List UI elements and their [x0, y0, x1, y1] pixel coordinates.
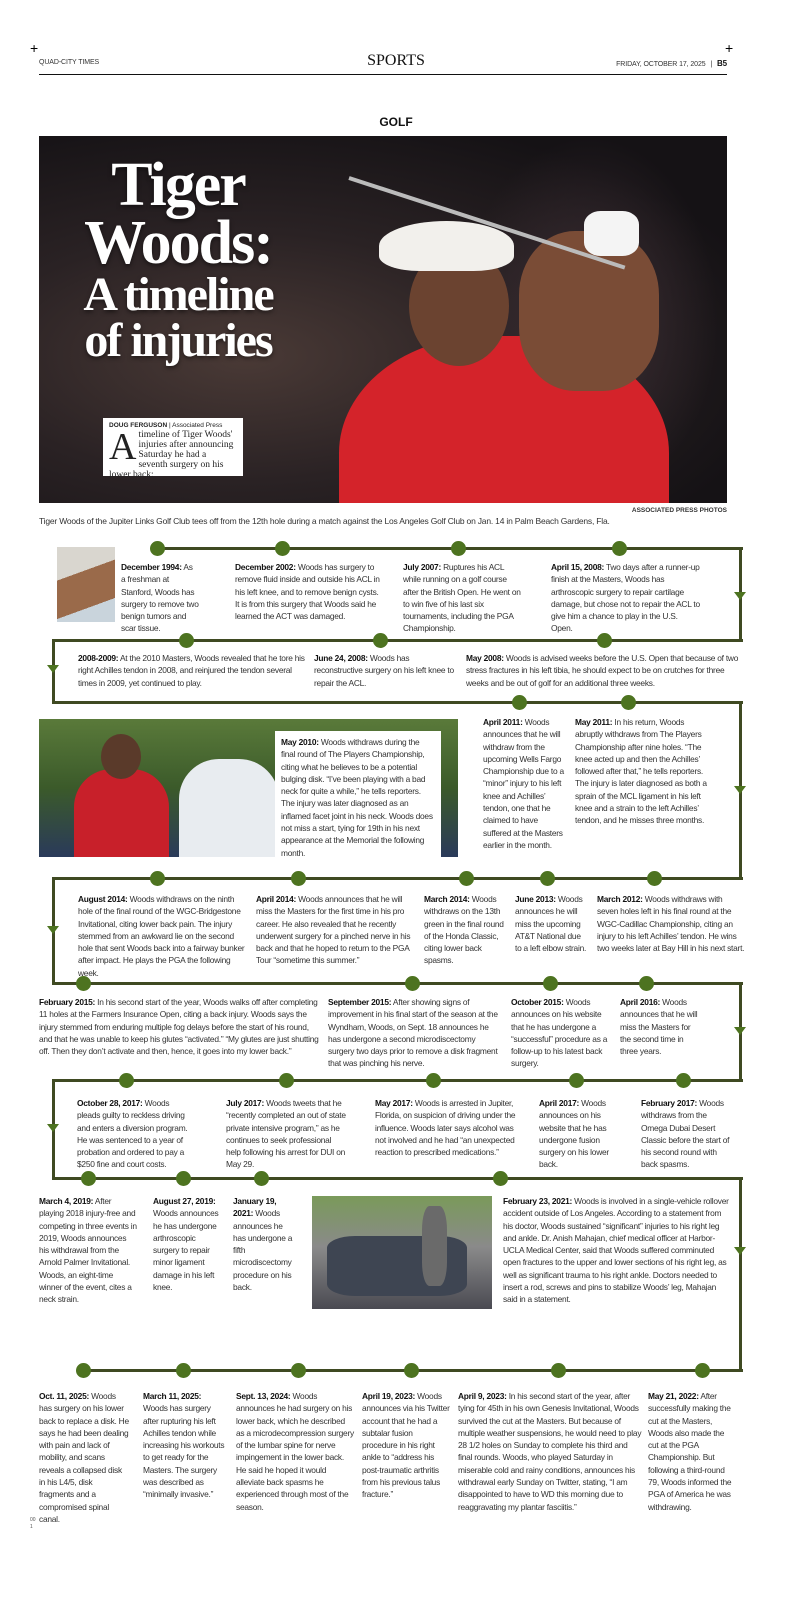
timeline-dot	[150, 541, 165, 556]
folio-line: 00	[30, 1517, 36, 1523]
timeline-event	[466, 652, 748, 689]
event-text: As a freshman at Stanford, Woods has surgery to remove two benign tumors and scar tissue.	[121, 562, 199, 634]
timeline-event	[233, 1195, 297, 1293]
timeline-dot	[459, 871, 474, 886]
event-text: Woods announces that he will withdraw from the upcoming Wells Fargo Championship due to a “minor” injury to his left knee and Achilles’ tendon, one that he claimed to have suffered at the Masters earlier in the month.	[483, 717, 564, 850]
timeline-line	[53, 701, 743, 704]
headline-line: Tiger	[111, 151, 245, 219]
event-text: Woods announces on his website that he has undergone a “successful” procedure as a follow-up to his latest back surgery.	[511, 997, 608, 1069]
timeline-event	[597, 893, 745, 954]
registration-mark: +	[725, 40, 734, 56]
event-text: Woods withdraws with seven holes left in his final round at the WGC-Cadillac Championship, citing an injury to his left Achilles’ tendon. He wins two weeks later at Bay Hill in his next start.	[597, 894, 745, 954]
event-text: Woods is advised weeks before the U.S. Open that because of two stress fractures in his left tibia, he should expect to be on crutches for three weeks and be out of golf for an additional three weeks.	[466, 653, 739, 688]
intro-box	[103, 418, 243, 480]
event-text: Woods withdraws on the 13th green in the final round of the Honda Classic, citing lower back spasms.	[424, 894, 504, 966]
page-number: B5	[716, 59, 727, 68]
timeline-dot	[512, 695, 527, 710]
byline: DOUG FERGUSON	[109, 422, 168, 429]
event-date: March 4, 2019:	[39, 1196, 94, 1206]
timeline-dot	[676, 1073, 691, 1088]
timeline-line	[53, 1177, 743, 1180]
timeline-event	[235, 561, 380, 622]
timeline-event	[503, 1195, 731, 1306]
event-text: Woods announces he has undergone a fifth microdiscectomy procedure on his back.	[233, 1208, 293, 1293]
timeline-event	[39, 996, 321, 1057]
timeline-event	[78, 893, 246, 979]
timeline-dot	[695, 1363, 710, 1378]
timeline-dot	[275, 541, 290, 556]
timeline-dot	[81, 1171, 96, 1186]
arrow-down-icon	[734, 1247, 746, 1255]
date: FRIDAY, OCTOBER 17, 2025	[616, 61, 706, 68]
timeline-event	[620, 996, 698, 1057]
agency: | Associated Press	[168, 422, 223, 429]
event-date: April 2014:	[256, 894, 297, 904]
timeline-event	[403, 561, 521, 635]
event-text: Two days after a runner-up finish at the Masters, Woods has arthroscopic surgery to repair cartilage damage, but chose not to repair the ACL to give him a chance to play in the U.S. Open.	[551, 562, 700, 634]
timeline-dot	[621, 695, 636, 710]
event-text: Woods announces he has undergone arthroscopic surgery to repair minor ligament damage in his left knee.	[153, 1208, 219, 1293]
event-date: 2008-2009:	[78, 653, 119, 663]
event-date: July 2007:	[403, 562, 442, 572]
timeline-line	[739, 1177, 742, 1372]
event-date: April 2011:	[483, 717, 523, 727]
timeline-event	[575, 716, 707, 827]
timeline-dot	[279, 1073, 294, 1088]
drop-cap: A	[109, 426, 137, 468]
event-text: After showing signs of improvement in his final start of the season at the Wyndham, Woods, on Sept. 18 announces he has undergone a second microdiscectomy surgery two days prior to remove a disk fragment that was pinching his nerve.	[328, 997, 498, 1069]
arrow-down-icon	[734, 786, 746, 794]
timeline-dot	[176, 1363, 191, 1378]
event-text: Woods has reconstructive surgery on his left knee to repair the ACL.	[314, 653, 454, 688]
event-date: May 2010:	[281, 737, 319, 747]
event-date: September 2015:	[328, 997, 392, 1007]
timeline-event	[551, 561, 701, 635]
timeline-event	[226, 1097, 348, 1171]
event-text: Woods announces that he will miss the Masters for the second time in three years.	[620, 997, 698, 1057]
event-date: February 2017:	[641, 1098, 698, 1108]
event-text: Woods withdraws from the Omega Dubai Desert Classic before the start of his second round with back spasms.	[641, 1098, 730, 1170]
event-date: March 2012:	[597, 894, 643, 904]
photo-credit: ASSOCIATED PRESS PHOTOS	[631, 507, 727, 514]
event-text: Woods is involved in a single-vehicle rollover accident outside of Los Angeles. According to a statement from his doctor, Woods sustained “significant” injuries to his right leg and ankle. Dr. Anish Mahajan, chief medical officer at Harbor-UCLA Medical Center, said that Woods suffered comminuted open fractures to the upper and lower sections of his right leg, as well as significant trauma to his right ankle. Doctors needed to insert a rod, screws and pins to stabilize Woods’ leg, Mahajan said in a statement.	[503, 1196, 729, 1305]
event-date: February 2015:	[39, 997, 96, 1007]
timeline-event	[483, 716, 567, 851]
event-date: April 19, 2023:	[362, 1391, 416, 1401]
event-date: May 2011:	[575, 717, 613, 727]
timeline-dot	[291, 1363, 306, 1378]
divider: |	[710, 61, 713, 68]
timeline-dot	[569, 1073, 584, 1088]
timeline-line	[53, 1079, 743, 1082]
timeline-event	[314, 652, 454, 689]
event-text: Woods is arrested in Jupiter, Florida, on suspicion of driving under the influence. Woods later says alcohol was not involved and he had “an unexpected reaction to prescribed medications.”	[375, 1098, 516, 1158]
headline	[53, 151, 303, 367]
timeline-dot	[639, 976, 654, 991]
event-date: June 2013:	[515, 894, 556, 904]
event-date: October 28, 2017:	[77, 1098, 143, 1108]
event-date: December 1994:	[121, 562, 182, 572]
timeline-dot	[405, 976, 420, 991]
arrow-down-icon	[47, 665, 59, 673]
arrow-down-icon	[734, 592, 746, 600]
event-date: May 2008:	[466, 653, 504, 663]
event-text: In his second start of the year, after tying for 45th in his own Genesis Invitational, Woods survived the cut at the Masters. But because of multiple weather suspensions, he would need to play 28 1/2 holes on Sunday to complete his third and final rounds. Woods, who played Saturday in miserable cold and rainy conditions, announces his withdrawal early Sunday on Twitter, stating, “I am disappointed to have to WD this morning due to reaggravating my plantar fasciitis.”	[458, 1391, 642, 1512]
event-date: March 11, 2025:	[143, 1391, 202, 1401]
event-date: December 2002:	[235, 562, 296, 572]
timeline-event	[39, 1390, 129, 1525]
event-text: Woods announces he had surgery on his lower back, which he described as a microdecompression surgery of the lumbar spine for nerve impingement in the lower back. He said he hoped it would alleviate back spasms he experienced through most of the season.	[236, 1391, 354, 1512]
event-text: Ruptures his ACL while running on a golf course after the British Open. He went on to win five of his last six tournaments, including the PGA Championship.	[403, 562, 521, 634]
arrow-down-icon	[734, 1027, 746, 1035]
headline-line: Woods:	[84, 209, 272, 277]
event-text: In his second start of the year, Woods walks off after completing 11 holes at the Farmers Insurance Open, citing a back injury. Woods says the injury stemmed from enduring multiple fog delays before the start of his round, and that he was unable to keep his glutes “activated.” “My glutes are just shutting off. Then they don’t activate and then, hence, it goes into my lower back.”	[39, 997, 319, 1057]
arrow-down-icon	[47, 926, 59, 934]
event-text: Woods tweets that he “recently completed an out of state private intensive program,” as he continues to seek professional help following his arrest for DUI on May 29.	[226, 1098, 346, 1170]
event-date: April 2017:	[539, 1098, 580, 1108]
event-date: May 2017:	[375, 1098, 413, 1108]
arrow-down-icon	[47, 1124, 59, 1132]
event-text: Woods withdraws during the final round of The Players Championship, citing what he believes to be a potential bulging disk. “I’ve been playing with a bad neck for quite a while,” he tells reporters. The injury was later diagnosed as an inflamed facet joint in his neck. Woods does not miss a start, tying for 19th in his next appearance at the Memorial the following month.	[281, 737, 433, 858]
event-text: Woods withdraws on the ninth hole of the final round of the WGC-Bridgestone Invitational, citing lower back pain. The injury stemmed from an awkward lie on the second hole that sent Woods back into a fairway bunker after impact. He plays the PGA the following week.	[78, 894, 245, 978]
timeline-event	[539, 1097, 617, 1171]
timeline-event	[275, 731, 441, 864]
event-date: Oct. 11, 2025:	[39, 1391, 90, 1401]
timeline-event	[143, 1390, 227, 1501]
event-text: After playing 2018 injury-free and competing in three events in 2019, Woods announces his withdrawal from the Arnold Palmer Invitational. Woods, an eight-time winner of the event, cites a neck strain.	[39, 1196, 137, 1305]
timeline-dot	[254, 1171, 269, 1186]
timeline-dot	[176, 1171, 191, 1186]
event-date: June 24, 2008:	[314, 653, 368, 663]
timeline-dot	[291, 871, 306, 886]
event-date: October 2015:	[511, 997, 564, 1007]
event-text: Woods announces via his Twitter account that he had a subtalar fusion procedure in his right ankle to “address his post-traumatic arthritis from his previous talus fracture.”	[362, 1391, 450, 1500]
folio-line: 1	[30, 1524, 33, 1530]
event-text: Woods has surgery to remove fluid inside and outside his ACL in his left knee, and to remove benign cysts. It is from this surgery that Woods said he learned the ACT was damaged.	[235, 562, 380, 622]
header-rule	[39, 74, 727, 75]
timeline-dot	[540, 871, 555, 886]
young-tiger-photo	[57, 547, 115, 622]
registration-mark: +	[30, 40, 39, 56]
timeline-event	[424, 893, 506, 967]
event-text: Woods pleads guilty to reckless driving and enters a diversion program. He was sentenced to a year of probation and ordered to pay a $250 fine and court costs.	[77, 1098, 188, 1170]
timeline-dot	[493, 1171, 508, 1186]
event-date: January 19, 2021:	[233, 1196, 277, 1219]
intro-text: timeline of Tiger Woods' injuries after announcing Saturday he had a seventh surgery on his lower back:	[109, 430, 234, 480]
crash-photo	[312, 1196, 492, 1309]
timeline-dot	[119, 1073, 134, 1088]
timeline-event	[39, 1195, 137, 1306]
timeline-event	[153, 1195, 219, 1293]
timeline-event	[375, 1097, 517, 1158]
event-date: July 2017:	[226, 1098, 265, 1108]
timeline-event	[236, 1390, 354, 1513]
timeline-event	[77, 1097, 189, 1171]
timeline-line	[53, 639, 743, 642]
timeline-event	[515, 893, 587, 954]
timeline-dot	[373, 633, 388, 648]
timeline-dot	[543, 976, 558, 991]
photo-caption: Tiger Woods of the Jupiter Links Golf Club tees off from the 12th hole during a match against the Los Angeles Golf Club on Jan. 14 in Palm Beach Gardens, Fla.	[39, 516, 610, 526]
timeline-event	[458, 1390, 642, 1513]
timeline-event	[78, 652, 306, 689]
hero-photo	[39, 136, 727, 503]
event-text: Woods announces he will miss the upcoming AT&T National due to a left elbow strain.	[515, 894, 587, 954]
event-text: Woods has surgery on his lower back to replace a disk. He says he had been dealing with pain and lack of mobility, and scans reveals a collapsed disk in his L4/5, disk fragments and a compromised spinal canal.	[39, 1391, 129, 1524]
timeline-dot	[426, 1073, 441, 1088]
folio	[30, 1517, 36, 1531]
timeline-dot	[612, 541, 627, 556]
headline-line: A timeline	[83, 268, 273, 321]
timeline-event	[256, 893, 414, 967]
timeline-event	[328, 996, 503, 1070]
timeline-event	[511, 996, 613, 1070]
edition-date	[616, 59, 727, 68]
timeline-dot	[551, 1363, 566, 1378]
event-date: April 15, 2008:	[551, 562, 605, 572]
event-date: August 2014:	[78, 894, 128, 904]
event-date: April 9, 2023:	[458, 1391, 507, 1401]
paper-name: QUAD-CITY TIMES	[39, 59, 100, 66]
event-date: April 2016:	[620, 997, 661, 1007]
event-text: At the 2010 Masters, Woods revealed that he tore his right Achilles tendon in 2008, and reinjured the tendon several times in 2009, yet continued to play.	[78, 653, 305, 688]
event-date: March 2014:	[424, 894, 470, 904]
timeline-event	[641, 1097, 733, 1171]
timeline-dot	[647, 871, 662, 886]
timeline-event	[121, 561, 199, 635]
timeline-dot	[150, 871, 165, 886]
event-text: After successfully making the cut at the Masters, Woods also made the cut at the PGA Championship. But following a third-round 79, Woods informed the PGA of America he was withdrawing.	[648, 1391, 732, 1512]
event-date: May 21, 2022:	[648, 1391, 699, 1401]
section-title: SPORTS	[367, 52, 425, 69]
event-date: Sept. 13, 2024:	[236, 1391, 291, 1401]
timeline-dot	[76, 1363, 91, 1378]
event-text: Woods has surgery after rupturing his left Achilles tendon while increasing his workouts to get ready for the Masters. The surgery was described as “minimally invasive.”	[143, 1403, 225, 1500]
event-date: August 27, 2019:	[153, 1196, 216, 1206]
event-text: In his return, Woods abruptly withdraws from The Players Championship after nine holes. “The knee acted up and then the Achilles’ followed after that,” he tells reporters. The injury is later diagnosed as both a sprain of the MCL ligament in his left knee and a strain to the left Achilles’ tendon, and he misses three months.	[575, 717, 707, 826]
headline-line: of injuries	[84, 314, 272, 367]
timeline-event	[648, 1390, 732, 1513]
timeline-dot	[404, 1363, 419, 1378]
kicker: GOLF	[379, 115, 413, 129]
event-text: Woods announces that he will miss the Masters for the first time in his pro career. He also revealed that he recently underwent surgery for a pinched nerve in his back and that he hoped to return to the PGA Tour “sometime this summer.”	[256, 894, 411, 966]
event-text: Woods announces on his website that he has undergone fusion surgery on his lower back.	[539, 1098, 609, 1170]
timeline-dot	[451, 541, 466, 556]
timeline-event	[362, 1390, 450, 1501]
event-date: February 23, 2021:	[503, 1196, 573, 1206]
